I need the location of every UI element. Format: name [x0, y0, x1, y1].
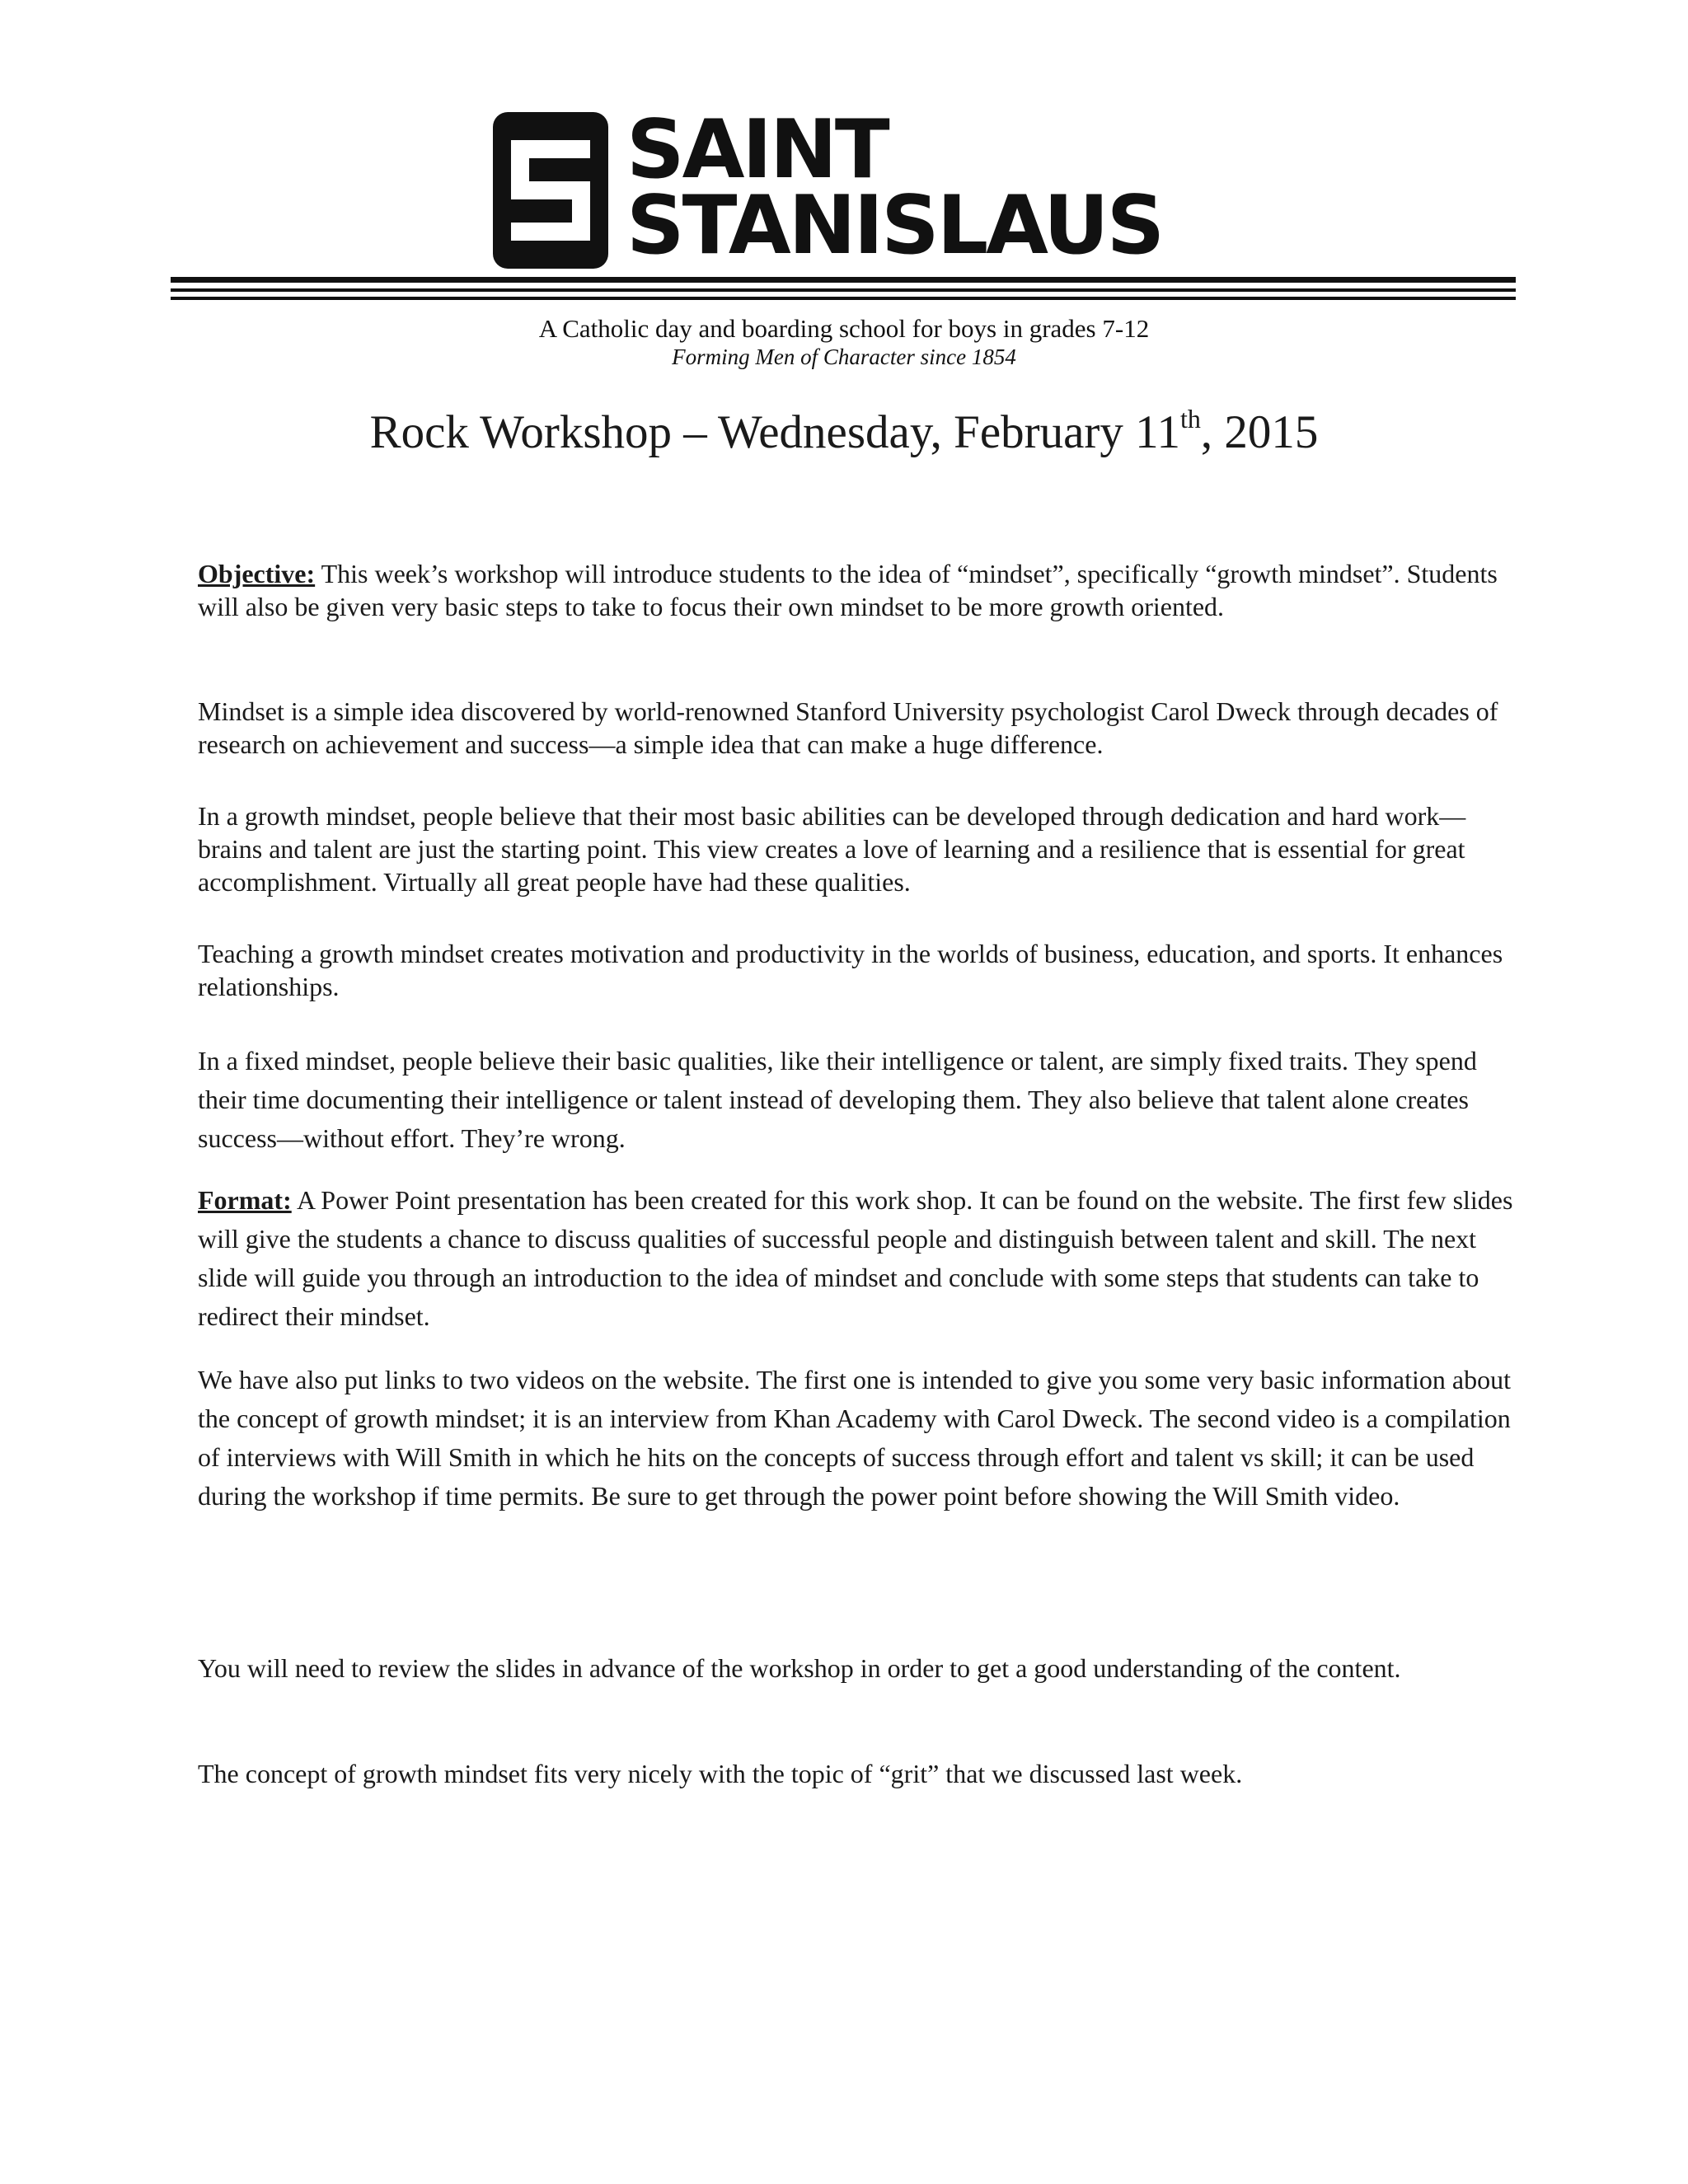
school-motto: Forming Men of Character since 1854 — [672, 344, 1016, 369]
mindset-intro-paragraph: Mindset is a simple idea discovered by world-renowned Stanford University psychologist Carol Dweck through decades of research on achievement and success—a simple idea that can make a huge difference. — [198, 696, 1498, 759]
logo-line-saint: SAINT — [626, 103, 888, 197]
format-text: A Power Point presentation has been created for this work shop. It can be found on the website. The first few slides will give the students a chance to discuss qualities of successful people and distinguish between talent and skill. The next slide will guide you through an introduction to the idea of mindset and conclude with some steps that students can take to redirect their mindset. — [198, 1185, 1513, 1331]
objective-label: Objective: — [198, 559, 316, 588]
school-logo — [493, 103, 1177, 273]
growth-mindset-paragraph: In a growth mindset, people believe that their most basic abilities can be developed through dedication and hard work—brains and talent are just the starting point. This view creates a love of learning and a resilience that is essential for great accomplishment. Virtually all great people have had these qualities. — [198, 801, 1466, 897]
fixed-mindset-paragraph: In a fixed mindset, people believe their basic qualities, like their intelligence or talent, are simply fixed traits. They spend their time documenting their intelligence or talent instead of developing them. They also believe that talent alone creates success—without effort. They’re wrong. — [198, 1046, 1477, 1153]
page-title — [0, 404, 1688, 462]
saint-stanislaus-s-mark-icon — [493, 112, 608, 269]
objective-paragraph — [198, 557, 1517, 623]
letterhead — [0, 0, 1688, 379]
review-paragraph: You will need to review the slides in advance of the workshop in order to get a good understanding of the content. — [198, 1653, 1401, 1683]
header-rule-thin — [171, 297, 1516, 300]
logo-wordmark — [626, 103, 1163, 273]
grit-paragraph: The concept of growth mindset fits very nicely with the topic of “grit” that we discussed last week. — [198, 1759, 1243, 1788]
format-paragraph — [198, 1181, 1517, 1336]
format-label: Format: — [198, 1185, 292, 1215]
title-date-ordinal: th — [1180, 404, 1201, 434]
objective-text: This week’s workshop will introduce students to the idea of “mindset”, specifically “growth mindset”. Students will also be given very basic steps to take to focus their own mindset to be more growth oriented. — [198, 559, 1498, 621]
title-year: , 2015 — [1200, 406, 1319, 458]
teaching-paragraph: Teaching a growth mindset creates motivation and productivity in the worlds of business, education, and sports. It enhances relationships. — [198, 939, 1503, 1001]
videos-paragraph: We have also put links to two videos on the website. The first one is intended to give you some very basic information about the concept of growth mindset; it is an interview from Khan Academy with Carol Dweck. The second video is a compilation of interviews with Will Smith in which he hits on the concepts of success through effort and talent vs skill; it can be used during the workshop if time permits. Be sure to get through the power point before showing the Will Smith video. — [198, 1365, 1511, 1511]
title-text: Rock Workshop – Wednesday, February 11 — [369, 406, 1181, 458]
school-tagline: A Catholic day and boarding school for boys in grades 7-12 — [538, 314, 1150, 343]
header-rule-thick — [171, 277, 1516, 283]
logo-line-stanislaus: STANISLAUS — [626, 179, 1163, 273]
header-rule-thin — [171, 288, 1516, 292]
